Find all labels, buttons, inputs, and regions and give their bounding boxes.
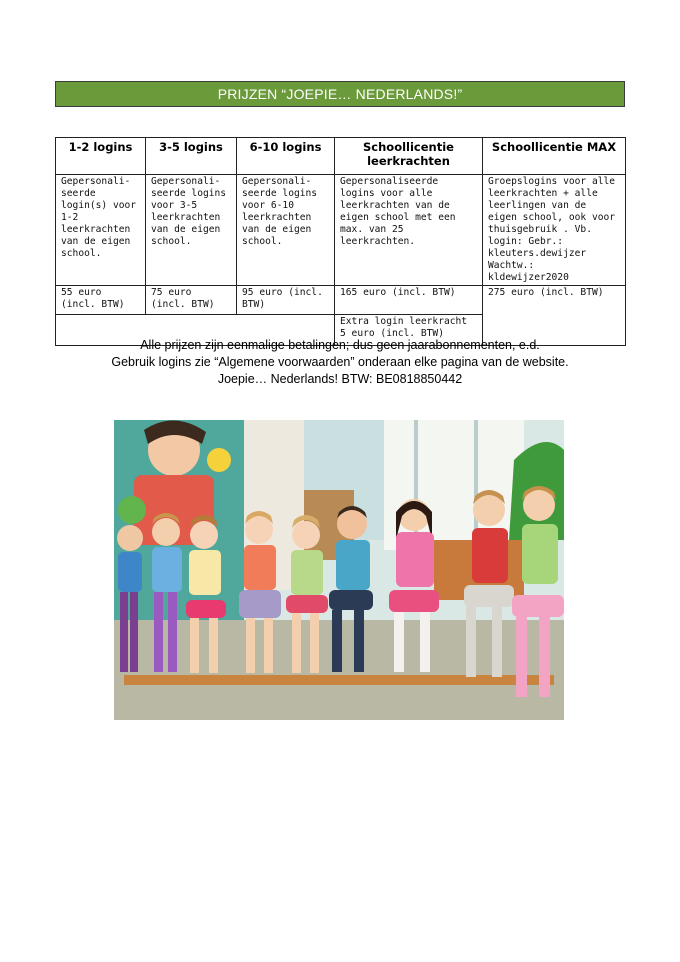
table-header-row [56, 138, 626, 175]
description-cell: Gepersonali-seerde logins voor 6-10 leerkrachten van de eigen school. [237, 175, 335, 286]
header-cell: 3-5 logins [146, 138, 237, 175]
footer-line-1: Alle prijzen zijn eenmalige betalingen; dus geen jaarabonnementen, e.d. [140, 338, 540, 352]
price-cell: 165 euro (incl. BTW) [335, 286, 483, 315]
price-row [56, 286, 626, 315]
page-title-banner [55, 81, 625, 107]
price-cell: 95 euro (incl. BTW) [237, 286, 335, 315]
description-cell: Gepersonali-seerde login(s) voor 1-2 leerkrachten van de eigen school. [56, 175, 146, 286]
header-cell: Schoollicentie leerkrachten [335, 138, 483, 175]
price-cell: 75 euro (incl. BTW) [146, 286, 237, 315]
header-cell: Schoollicentie MAX [483, 138, 626, 175]
page-title: PRIJZEN “JOEPIE… NEDERLANDS!” [217, 86, 463, 102]
footer-line-3: Joepie… Nederlands! BTW: BE0818850442 [217, 372, 463, 386]
price-cell: 275 euro (incl. BTW) [483, 286, 626, 346]
children-photo [114, 420, 564, 720]
price-table [55, 137, 626, 346]
description-row [56, 175, 626, 286]
extra-login-cell: Extra login leerkracht 5 euro (incl. BTW) [335, 315, 483, 346]
header-cell: 6-10 logins [237, 138, 335, 175]
children-photo-illustration [114, 420, 564, 720]
description-cell: Gepersonali-seerde logins voor 3-5 leerkrachten van de eigen school. [146, 175, 237, 286]
price-cell: 55 euro (incl. BTW) [56, 286, 146, 315]
header-cell: 1-2 logins [56, 138, 146, 175]
description-cell: Gepersonaliseerde logins voor alle leerkrachten van de eigen school met een max. van 25 leerkrachten. [335, 175, 483, 286]
description-cell: Groepslogins voor alle leerkrachten + alle leerlingen van de eigen school, ook voor thuisgebruik . Vb. login: Gebr.: kleuters.dewijzer Wachtw.: kldewijzer2020 [483, 175, 626, 286]
footer-line-2: Gebruik logins zie “Algemene voorwaarden” onderaan elke pagina van de website. [111, 355, 569, 369]
